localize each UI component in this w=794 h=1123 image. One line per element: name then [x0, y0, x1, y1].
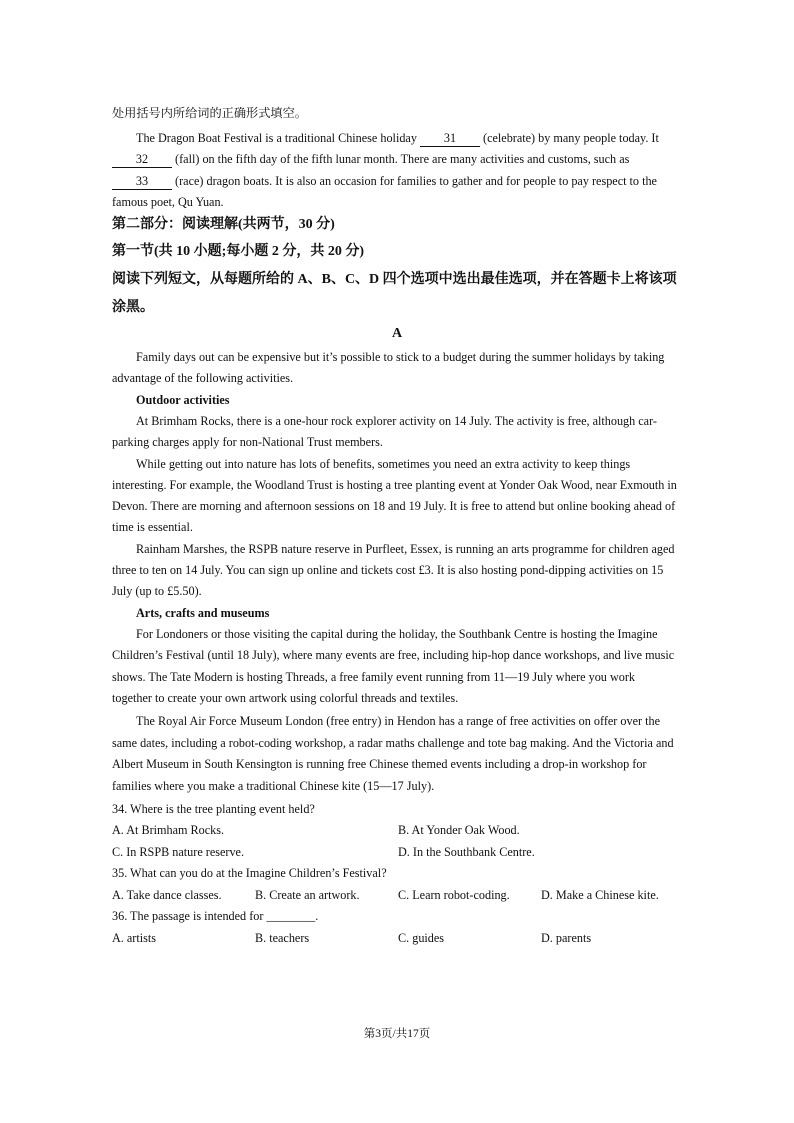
- blank-32: 32: [112, 152, 172, 168]
- passage-line: Albert Museum in South Kensington is running free Chinese themed events including a drop-in workshop for: [112, 757, 647, 771]
- passage-line: shows. The Tate Modern is hosting Threads, a free family event running from 11—19 July where you work: [112, 670, 635, 684]
- passage-line: together to create your own artwork using colorful threads and textiles.: [112, 691, 459, 705]
- option-d: D. In the Southbank Centre.: [398, 845, 535, 859]
- passage-line: parking charges apply for non-National Trust members.: [112, 435, 383, 449]
- passage-line: July (up to £5.50).: [112, 584, 202, 598]
- passage-line: While getting out into nature has lots of benefits, sometimes you need an extra activity to keep things: [136, 457, 631, 471]
- cloze-instruction: 处用括号内所给词的正确形式填空。: [112, 106, 307, 120]
- passage-line: Rainham Marshes, the RSPB nature reserve in Purfleet, Essex, is running an arts programme for children aged: [136, 542, 675, 556]
- subheading-arts: Arts, crafts and museums: [136, 606, 270, 620]
- option-d: D. Make a Chinese kite.: [541, 888, 659, 902]
- question-stem: 34. Where is the tree planting event held?: [112, 802, 315, 816]
- part-heading: 第二部分：阅读理解(共两节，30 分): [112, 217, 335, 232]
- directions-line-1: 阅读下列短文，从每题所给的 A、B、C、D 四个选项中选出最佳选项，并在答题卡上将该项: [112, 272, 677, 287]
- passage-line: three to ten on 14 July. You can sign up online and tickets cost £3. It is also hosting pond-dipping activities on 15: [112, 563, 664, 577]
- question-stem: 36. The passage is intended for ________.: [112, 909, 319, 923]
- option-a: A. At Brimham Rocks.: [112, 823, 225, 837]
- passage-line: Devon. There are morning and afternoon sessions on 18 and 19 July. It is free to attend but online booking ahead of: [112, 499, 676, 513]
- passage-line: For Londoners or those visiting the capital during the holiday, the Southbank Centre is hosting the Imagine: [136, 627, 658, 641]
- option-b: B. teachers: [255, 931, 310, 945]
- option-a: A. Take dance classes.: [112, 888, 222, 902]
- blank-33: 33: [112, 174, 172, 190]
- option-c: C. In RSPB nature reserve.: [112, 845, 245, 859]
- directions-line-2: 涂黑。: [112, 300, 154, 315]
- passage-line: Children’s Festival (until 18 July), where many events are free, including hip-hop dance workshops, and live music: [112, 648, 675, 662]
- passage-label: A: [391, 326, 403, 341]
- option-c: C. Learn robot-coding.: [398, 888, 510, 902]
- option-b: B. Create an artwork.: [255, 888, 360, 902]
- cloze-text: The Dragon Boat Festival is a traditional Chinese holiday: [136, 131, 420, 145]
- cloze-line-4: famous poet, Qu Yuan.: [112, 195, 224, 209]
- cloze-line-3: [112, 173, 657, 189]
- passage-line: time is essential.: [112, 520, 193, 534]
- cloze-text: (fall) on the fifth day of the fifth lunar month. There are many activities and customs, such as: [172, 152, 630, 166]
- blank-31: 31: [420, 131, 480, 147]
- option-b: B. At Yonder Oak Wood.: [398, 823, 520, 837]
- page-number: 第3页/共17页: [363, 1028, 431, 1040]
- passage-line: interesting. For example, the Woodland Trust is hosting a tree planting event at Yonder Oak Wood, near Exmouth in: [112, 478, 677, 492]
- cloze-line-2: [112, 151, 629, 167]
- question-stem: 35. What can you do at the Imagine Children’s Festival?: [112, 866, 387, 880]
- cloze-line-1: [136, 130, 659, 146]
- subheading-outdoor: Outdoor activities: [136, 393, 230, 407]
- passage-line: At Brimham Rocks, there is a one-hour rock explorer activity on 14 July. The activity is free, although car-: [136, 414, 657, 428]
- cloze-text: (race) dragon boats. It is also an occasion for families to gather and for people to pay respect to the: [172, 174, 657, 188]
- passage-line: families where you make a traditional Chinese kite (15—17 July).: [112, 779, 435, 793]
- section-heading: 第一节(共 10 小题;每小题 2 分，共 20 分): [112, 244, 364, 259]
- passage-line: same dates, including a robot-coding workshop, a radar maths challenge and tote bag making. And the Victoria and: [112, 736, 674, 750]
- passage-line: The Royal Air Force Museum London (free entry) in Hendon has a range of free activities on offer over the: [136, 714, 660, 728]
- cloze-text: (celebrate) by many people today. It: [479, 131, 659, 145]
- option-d: D. parents: [541, 931, 592, 945]
- passage-line: Family days out can be expensive but it’s possible to stick to a budget during the summer holidays by taking: [136, 350, 665, 364]
- option-a: A. artists: [112, 931, 157, 945]
- option-c: C. guides: [398, 931, 445, 945]
- passage-line: advantage of the following activities.: [112, 371, 294, 385]
